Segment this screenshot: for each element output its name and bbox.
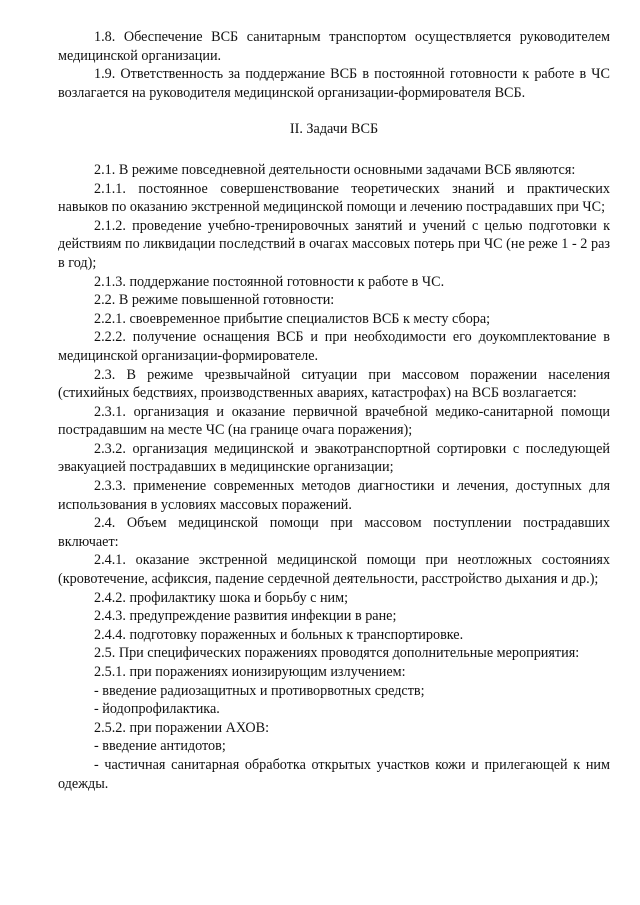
paragraph-2-2-1: 2.2.1. своевременное прибытие специалистов ВСБ к месту сбора;: [94, 310, 491, 327]
paragraph-2-4-4: 2.4.4. подготовку пораженных и больных к транспортировке.: [94, 626, 464, 643]
paragraph-1-8: 1.8. Обеспечение ВСБ санитарным транспортом осуществляется руководителем медицинской организации.: [58, 29, 610, 64]
section-title: II. Задачи ВСБ: [289, 121, 379, 138]
paragraph-1-9: 1.9. Ответственность за поддержание ВСБ в постоянной готовности к работе в ЧС возлагается на руководителя медицинской организации-формирователя ВСБ.: [58, 66, 610, 101]
paragraph-2-2: 2.2. В режиме повышенной готовности:: [94, 292, 335, 309]
paragraph-2-1-1: 2.1.1. постоянное совершенствование теоретических знаний и практических навыков по оказанию экстренной медицинской помощи и лечению пострадавших при ЧС;: [58, 180, 610, 216]
document-page: [58, 0, 610, 793]
paragraph-2-3-2: 2.3.2. организация медицинской и эвакотранспортной сортировки с последующей эвакуацией пострадавших в медицинские организации;: [58, 440, 610, 476]
list-item-antidotes: - введение антидотов;: [94, 738, 226, 755]
paragraph-2-5: 2.5. При специфических поражениях проводятся дополнительные мероприятия:: [94, 645, 580, 662]
paragraph-2-4-1: 2.4.1. оказание экстренной медицинской помощи при неотложных состояниях (кровотечение, асфиксия, падение сердечной деятельности, расстройство дыхания и др.);: [58, 552, 610, 588]
paragraph-2-3-1: 2.3.1. организация и оказание первичной врачебной медико-санитарной помощи пострадавшим на месте ЧС (на границе очага поражения);: [58, 403, 610, 439]
paragraph-2-4: 2.4. Объем медицинской помощи при массовом поступлении пострадавших включает:: [58, 515, 610, 550]
spacer: [58, 139, 610, 161]
paragraph-2-5-1: 2.5.1. при поражениях ионизирующим излучением:: [94, 664, 406, 680]
paragraph-2-1-2: 2.1.2. проведение учебно-тренировочных занятий и учений с целью подготовки к действиям по ликвидации последствий в очагах массовых потерь при ЧС (не реже 1 - 2 раз в год);: [58, 217, 610, 271]
paragraph-2-1: 2.1. В режиме повседневной деятельности основными задачами ВСБ являются:: [94, 161, 576, 178]
paragraph-2-3-3: 2.3.3. применение современных методов диагностики и лечения, доступных для использования в условиях массовых поражений.: [58, 478, 610, 513]
list-item-radioprotection: - введение радиозащитных и противорвотных средств;: [94, 682, 425, 699]
paragraph-2-5-2: 2.5.2. при поражении АХОВ:: [94, 719, 270, 736]
paragraph-2-4-3: 2.4.3. предупреждение развития инфекции в ране;: [94, 608, 397, 625]
list-item-iodine-prophylaxis: - йодопрофилактика.: [94, 701, 220, 718]
paragraph-2-1-3: 2.1.3. поддержание постоянной готовности к работе в ЧС.: [94, 273, 445, 290]
spacer: [58, 102, 610, 120]
list-item-sanitary-treatment: - частичная санитарная обработка открытых участков кожи и прилегающей к ним одежды.: [58, 756, 610, 792]
paragraph-2-4-2: 2.4.2. профилактику шока и борьбу с ним;: [94, 589, 349, 606]
paragraph-2-3: 2.3. В режиме чрезвычайной ситуации при массовом поражении населения (стихийных бедствиях, производственных авариях, катастрофах) на ВСБ возлагается:: [58, 366, 610, 402]
paragraph-2-2-2: 2.2.2. получение оснащения ВСБ и при необходимости его доукомплектование в медицинской организации-формирователе.: [58, 329, 610, 364]
